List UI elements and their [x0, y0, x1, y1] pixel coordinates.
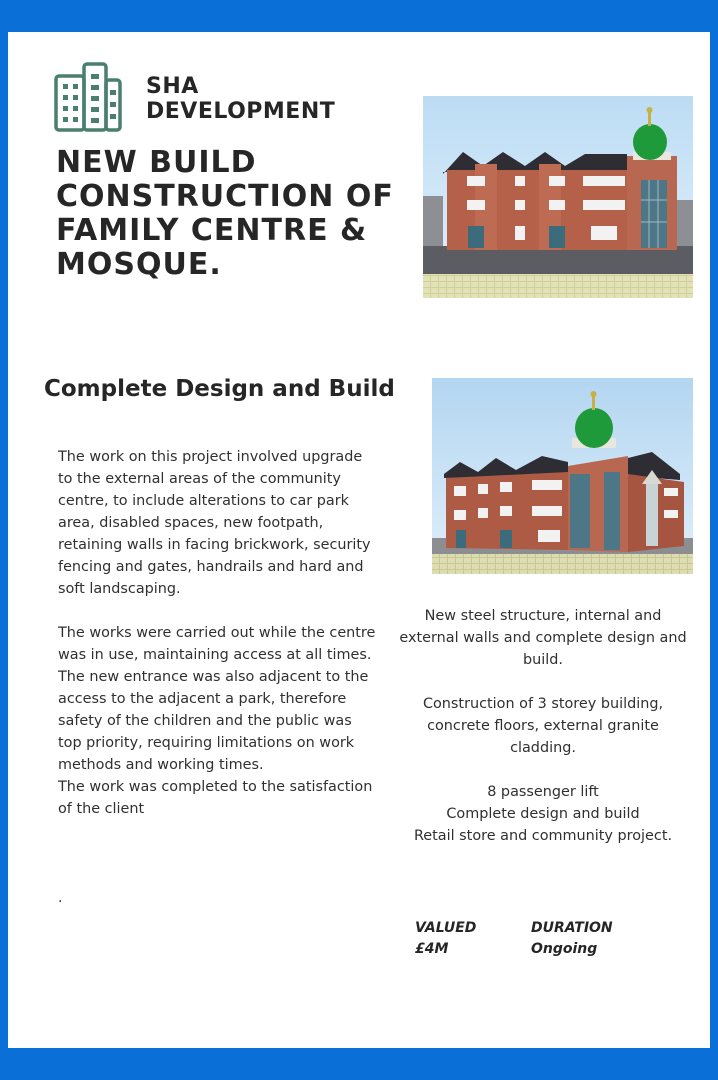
subtitle: Complete Design and Build [44, 376, 395, 402]
title-line-1: NEW BUILD [56, 145, 257, 180]
duration-value: Ongoing [531, 941, 598, 957]
trailing-period: . [58, 890, 63, 906]
duration-label: DURATION [531, 920, 613, 936]
title-line-3: FAMILY CENTRE & [56, 213, 368, 248]
building-render-angled [432, 378, 693, 574]
description-paragraph-2: The works were carried out while the centre was in use, maintaining access at all times. The new entrance was also adjacent to the access to the adjacent a park, therefore safety of the children and the public was top priority, requiring limitations on work methods and working times. [58, 625, 376, 773]
valued-value: £4M [415, 941, 449, 957]
feature-retail: Retail store and community project. [413, 828, 673, 844]
company-name [146, 74, 335, 124]
project-description [58, 446, 376, 820]
valued-label: VALUED [415, 920, 477, 936]
company-name-line2: DEVELOPMENT [146, 99, 336, 124]
bottom-frame-bar [0, 1048, 718, 1080]
description-paragraph-3: The work was completed to the satisfaction of the client [58, 779, 373, 817]
stat-duration [531, 918, 613, 960]
description-paragraph-1: The work on this project involved upgrade to the external areas of the community centre, to include alterations to car park area, disabled spaces, new footpath, retaining walls in facing brickwork, security fencing and gates, handrails and hard and soft landscaping. [58, 449, 371, 597]
title-line-2: CONSTRUCTION OF [56, 179, 394, 214]
feature-block-1: New steel structure, internal and external walls and complete design and build. [399, 608, 687, 668]
title-line-4: MOSQUE. [56, 247, 222, 282]
feature-block-2: Construction of 3 storey building, concrete floors, external granite cladding. [422, 696, 664, 756]
feature-lift: 8 passenger lift [487, 784, 599, 800]
document-page [8, 32, 710, 1048]
company-name-line1: SHA [146, 74, 199, 99]
project-features [393, 605, 693, 847]
building-render-front [423, 96, 693, 298]
feature-design-build: Complete design and build [446, 806, 640, 822]
stat-valued [415, 918, 476, 960]
project-title [56, 146, 396, 282]
building-icon [54, 62, 122, 132]
